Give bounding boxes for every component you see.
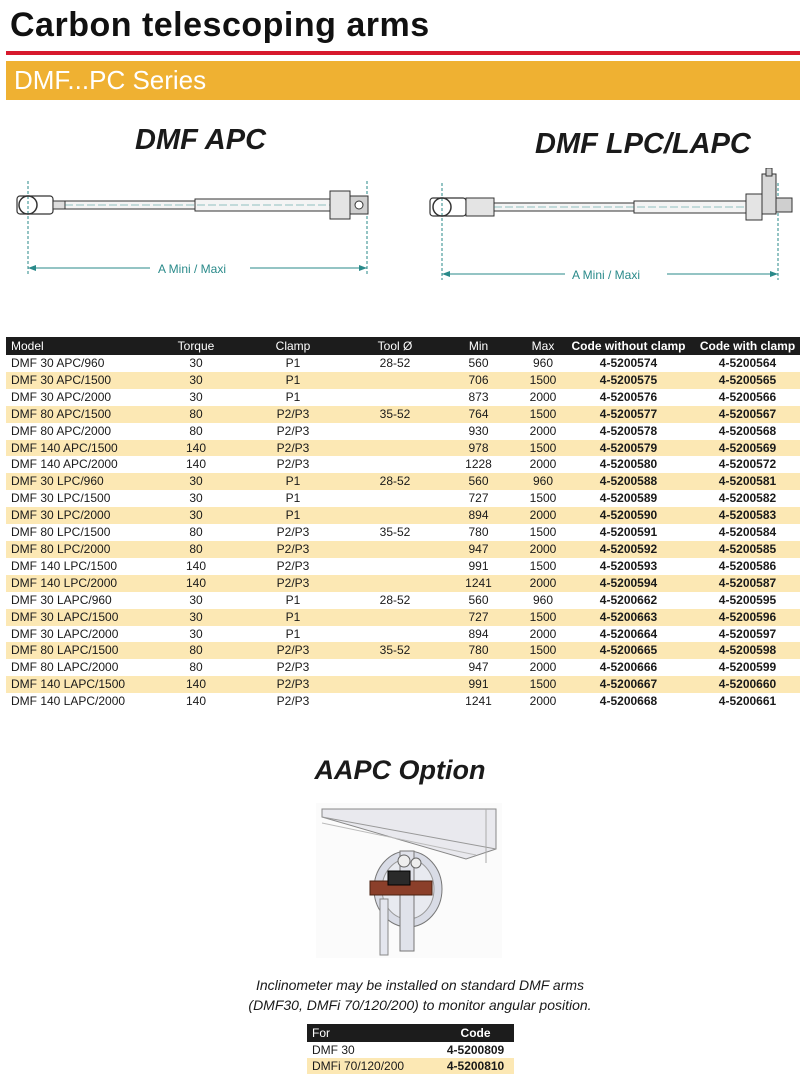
cell-min: 1241 (465, 694, 492, 709)
cell-code-without-clamp: 4-5200668 (599, 694, 658, 709)
cell-code-with-clamp: 4-5200661 (718, 694, 777, 709)
cell-torque: 140 (185, 457, 207, 472)
cell-max: 2000 (529, 660, 557, 675)
cell-model: DMF 30 LAPC/1500 (6, 609, 163, 626)
cell-tool (357, 440, 433, 457)
col-tool: Tool Ø (357, 337, 433, 355)
cell-code-with-clamp: 4-5200564 (718, 356, 777, 370)
col-min: Min (433, 337, 524, 355)
spec-table-body (6, 355, 800, 710)
cell-code-without-clamp: 4-5200667 (562, 676, 695, 693)
cell-code-without-clamp: 4-5200588 (562, 473, 695, 490)
dmf-apc-drawing (10, 176, 380, 286)
cell-clamp: P1 (285, 592, 301, 607)
cell-code-with-clamp: 4-5200586 (718, 558, 777, 573)
cell-code-without-clamp: 4-5200666 (599, 660, 658, 675)
cell-model: DMF 140 LPC/2000 (6, 575, 163, 592)
cell-code-without-clamp: 4-5200589 (599, 491, 658, 506)
cell-max: 2000 (529, 423, 557, 438)
cell-tool (357, 372, 433, 389)
table-row (6, 372, 800, 389)
cell-max: 960 (532, 356, 554, 370)
cell-max: 1500 (524, 676, 562, 693)
cell-min: 894 (468, 626, 489, 641)
series-banner: DMF...PC Series (6, 61, 800, 100)
cell-clamp: P2/P3 (229, 642, 357, 659)
cell-max: 1500 (529, 525, 557, 540)
cell-clamp: P1 (229, 507, 357, 524)
cell-min: 991 (468, 558, 489, 573)
cell-torque: 30 (189, 626, 203, 641)
aapc-illustration (316, 803, 502, 958)
cell-code-without-clamp: 4-5200665 (562, 642, 695, 659)
option-table (307, 1024, 514, 1074)
cell-max: 960 (532, 592, 554, 607)
cell-code-without-clamp: 4-5200576 (599, 389, 658, 404)
cell-model: DMF 140 LAPC/2000 (11, 694, 126, 709)
cell-code-with-clamp: 4-5200568 (718, 423, 777, 438)
cell-max: 1500 (524, 406, 562, 423)
cell-torque: 30 (189, 491, 203, 506)
cell-model: DMF 80 LAPC/1500 (6, 642, 163, 659)
cell-model: DMF 30 APC/2000 (11, 389, 112, 404)
cell-code-with-clamp: 4-5200567 (695, 406, 800, 423)
col-code-with-clamp: Code with clamp (695, 337, 800, 355)
cell-torque: 30 (163, 507, 229, 524)
cell-model: DMF 30 LPC/2000 (6, 507, 163, 524)
cell-code-without-clamp: 4-5200574 (599, 356, 658, 370)
cell-min: 1228 (465, 457, 492, 472)
cell-model: DMF 80 APC/1500 (6, 406, 163, 423)
cell-model: DMF 80 LPC/2000 (6, 541, 163, 558)
table-row (6, 592, 800, 609)
cell-code-without-clamp: 4-5200664 (599, 626, 658, 641)
table-row (6, 490, 800, 507)
cell-min: 560 (468, 356, 489, 370)
table-row (307, 1058, 514, 1074)
table-row (6, 456, 800, 473)
option-table-header (307, 1024, 514, 1042)
table-row (6, 626, 800, 643)
table-row (6, 541, 800, 558)
cell-tool (357, 693, 433, 710)
lpc-dimension-label: A Mini / Maxi (572, 268, 641, 282)
table-row (6, 558, 800, 575)
drawing-title-lpc-lapc: DMF LPC/LAPC (535, 128, 751, 160)
cell-model: DMF 140 APC/1500 (6, 440, 163, 457)
table-row (6, 507, 800, 524)
cell-code-with-clamp: 4-5200585 (695, 541, 800, 558)
table-row (6, 609, 800, 626)
cell-code-with-clamp: 4-5200583 (695, 507, 800, 524)
cell-max: 1500 (524, 609, 562, 626)
cell-code-with-clamp: 4-5200582 (718, 491, 777, 506)
table-row (6, 355, 800, 372)
cell-code-without-clamp: 4-5200594 (562, 575, 695, 592)
cell-max: 1500 (529, 491, 557, 506)
cell-model: DMF 80 APC/2000 (11, 423, 112, 438)
cell-code-with-clamp: 4-5200597 (718, 626, 777, 641)
col-torque: Torque (163, 337, 229, 355)
cell-tool (357, 659, 433, 676)
cell-torque: 80 (189, 525, 203, 540)
cell-torque: 30 (189, 356, 203, 370)
cell-torque: 80 (163, 541, 229, 558)
col-code: Code (437, 1024, 514, 1042)
table-row (6, 575, 800, 592)
cell-tool (357, 389, 433, 406)
cell-tool (357, 626, 433, 643)
cell-min: 930 (468, 423, 489, 438)
cell-torque: 30 (163, 372, 229, 389)
cell-min: 764 (433, 406, 524, 423)
spec-table (6, 337, 800, 710)
table-row (6, 440, 800, 457)
cell-code-with-clamp: 4-5200565 (695, 372, 800, 389)
cell-model: DMF 30 LPC/1500 (11, 491, 111, 506)
cell-torque: 30 (189, 592, 203, 607)
cell-clamp: P1 (285, 626, 301, 641)
cell-torque: 140 (163, 676, 229, 693)
cell-clamp: P2/P3 (276, 558, 310, 573)
cell-code-without-clamp: 4-5200578 (599, 423, 658, 438)
cell-min: 780 (468, 525, 489, 540)
drawing-title-apc: DMF APC (135, 124, 267, 156)
cell-max: 960 (524, 473, 562, 490)
cell-max: 2000 (529, 626, 557, 641)
cell-code-without-clamp: 4-5200662 (599, 592, 658, 607)
cell-min: 727 (468, 491, 489, 506)
cell-model: DMF 80 LAPC/2000 (11, 660, 119, 675)
cell-clamp: P1 (229, 609, 357, 626)
col-for: For (307, 1024, 437, 1042)
option-caption (0, 975, 800, 1015)
cell-model: DMF 30 APC/960 (11, 356, 105, 370)
cell-max: 2000 (529, 457, 557, 472)
cell-torque: 80 (189, 423, 203, 438)
caption-line-1: Inclinometer may be installed on standard DMF arms (255, 977, 585, 993)
cell-code-with-clamp: 4-5200599 (718, 660, 777, 675)
page-title: Carbon telescoping arms (10, 6, 430, 44)
apc-dimension-label: A Mini / Maxi (158, 262, 227, 276)
cell-torque: 140 (185, 558, 207, 573)
cell-code-with-clamp: 4-5200587 (695, 575, 800, 592)
cell-tool (357, 507, 433, 524)
cell-torque: 30 (163, 473, 229, 490)
cell-torque: 80 (163, 406, 229, 423)
cell-for: DMFi 70/120/200 (307, 1058, 437, 1074)
cell-clamp: P2/P3 (276, 525, 310, 540)
cell-tool (357, 676, 433, 693)
cell-tool: 28-52 (379, 592, 411, 607)
cell-code-without-clamp: 4-5200590 (562, 507, 695, 524)
cell-for: DMF 30 (312, 1043, 355, 1057)
cell-min: 780 (433, 642, 524, 659)
table-row (6, 423, 800, 440)
table-row (6, 693, 800, 710)
cell-min: 1241 (433, 575, 524, 592)
cell-min: 727 (433, 609, 524, 626)
cell-code-without-clamp: 4-5200592 (562, 541, 695, 558)
table-row (6, 406, 800, 423)
cell-clamp: P1 (285, 491, 301, 506)
cell-code-without-clamp: 4-5200663 (562, 609, 695, 626)
table-row (6, 642, 800, 659)
cell-clamp: P2/P3 (276, 457, 310, 472)
cell-model: DMF 30 APC/1500 (6, 372, 163, 389)
cell-clamp: P2/P3 (229, 575, 357, 592)
cell-model: DMF 140 APC/2000 (11, 457, 118, 472)
cell-model: DMF 140 LAPC/1500 (6, 676, 163, 693)
cell-torque: 140 (163, 575, 229, 592)
cell-max: 1500 (524, 642, 562, 659)
cell-tool (357, 609, 433, 626)
cell-torque: 80 (189, 660, 203, 675)
cell-code-without-clamp: 4-5200575 (562, 372, 695, 389)
cell-min: 947 (433, 541, 524, 558)
col-model: Model (6, 337, 163, 355)
option-title: AAPC Option (314, 755, 486, 785)
cell-clamp: P2/P3 (229, 406, 357, 423)
cell-code-with-clamp: 4-5200569 (695, 440, 800, 457)
cell-torque: 30 (163, 609, 229, 626)
cell-clamp: P2/P3 (276, 694, 310, 709)
cell-code-with-clamp: 4-5200584 (718, 525, 777, 540)
cell-max: 2000 (529, 694, 557, 709)
title-divider (6, 51, 800, 55)
cell-code-with-clamp: 4-5200595 (718, 592, 777, 607)
table-row (6, 473, 800, 490)
cell-model: DMF 30 LPC/960 (6, 473, 163, 490)
cell-min: 706 (433, 372, 524, 389)
cell-code-with-clamp: 4-5200581 (695, 473, 800, 490)
cell-tool (357, 456, 433, 473)
cell-model: DMF 30 LAPC/960 (11, 592, 112, 607)
table-row (307, 1042, 514, 1058)
cell-code: 4-5200809 (446, 1043, 505, 1057)
cell-tool (357, 423, 433, 440)
cell-code-without-clamp: 4-5200579 (562, 440, 695, 457)
cell-max: 1500 (524, 372, 562, 389)
cell-min: 894 (433, 507, 524, 524)
cell-torque: 30 (189, 389, 203, 404)
col-code-without-clamp: Code without clamp (562, 337, 695, 355)
cell-code-with-clamp: 4-5200596 (695, 609, 800, 626)
cell-min: 991 (433, 676, 524, 693)
table-row (6, 389, 800, 406)
cell-clamp: P1 (285, 389, 301, 404)
cell-min: 978 (433, 440, 524, 457)
cell-tool (357, 575, 433, 592)
col-max: Max (524, 337, 562, 355)
cell-clamp: P2/P3 (276, 423, 310, 438)
cell-max: 2000 (524, 541, 562, 558)
cell-clamp: P2/P3 (229, 676, 357, 693)
cell-code-without-clamp: 4-5200593 (599, 558, 658, 573)
option-table-body (307, 1042, 514, 1074)
spec-table-header (6, 337, 800, 355)
cell-clamp: P1 (229, 473, 357, 490)
cell-max: 2000 (524, 575, 562, 592)
cell-torque: 80 (163, 642, 229, 659)
cell-clamp: P1 (229, 372, 357, 389)
cell-clamp: P2/P3 (276, 660, 310, 675)
table-row (6, 659, 800, 676)
cell-min: 947 (468, 660, 489, 675)
cell-code-without-clamp: 4-5200577 (562, 406, 695, 423)
table-row (6, 676, 800, 693)
cell-code-with-clamp: 4-5200598 (695, 642, 800, 659)
caption-line-2: (DMF30, DMFi 70/120/200) to monitor angular position. (248, 997, 592, 1013)
cell-torque: 140 (185, 694, 207, 709)
dmf-lpc-lapc-drawing (410, 168, 795, 288)
cell-min: 560 (433, 473, 524, 490)
cell-model: DMF 80 LPC/1500 (11, 525, 111, 540)
cell-tool (357, 558, 433, 575)
cell-code-with-clamp: 4-5200572 (718, 457, 777, 472)
cell-code-with-clamp: 4-5200660 (695, 676, 800, 693)
cell-tool (357, 490, 433, 507)
cell-max: 2000 (529, 389, 557, 404)
cell-clamp: P2/P3 (229, 440, 357, 457)
col-clamp: Clamp (229, 337, 357, 355)
cell-min: 560 (468, 592, 489, 607)
table-row (6, 524, 800, 541)
cell-min: 873 (468, 389, 489, 404)
cell-max: 1500 (529, 558, 557, 573)
cell-code-without-clamp: 4-5200580 (599, 457, 658, 472)
cell-tool: 35-52 (379, 525, 411, 540)
cell-tool: 35-52 (357, 642, 433, 659)
cell-tool (357, 541, 433, 558)
cell-tool: 35-52 (357, 406, 433, 423)
cell-clamp: P1 (285, 356, 301, 370)
cell-code-with-clamp: 4-5200566 (718, 389, 777, 404)
cell-code: 4-5200810 (437, 1058, 514, 1074)
cell-model: DMF 30 LAPC/2000 (11, 626, 119, 641)
cell-tool: 28-52 (379, 356, 411, 370)
cell-clamp: P2/P3 (229, 541, 357, 558)
cell-max: 2000 (524, 507, 562, 524)
cell-torque: 140 (163, 440, 229, 457)
cell-code-without-clamp: 4-5200591 (599, 525, 658, 540)
cell-model: DMF 140 LPC/1500 (11, 558, 118, 573)
cell-tool: 28-52 (357, 473, 433, 490)
cell-max: 1500 (524, 440, 562, 457)
